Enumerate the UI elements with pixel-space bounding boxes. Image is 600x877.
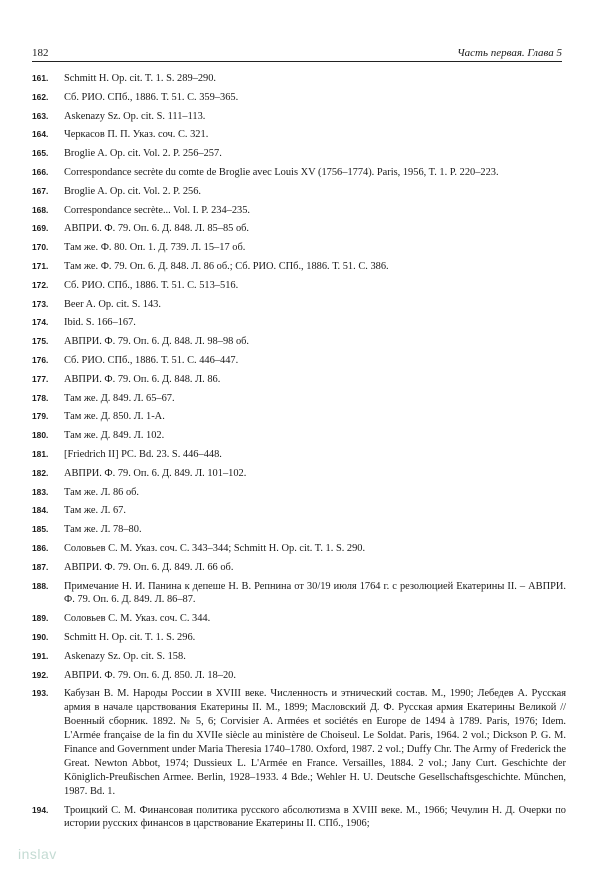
endnote-text: Сб. РИО. СПб., 1886. Т. 51. С. 446–447. xyxy=(64,354,239,366)
endnote-text: АВПРИ. Ф. 79. Оп. 6. Д. 848. Л. 98–98 об. xyxy=(64,336,250,348)
endnote xyxy=(32,279,566,293)
page-number: 182 xyxy=(32,47,49,59)
endnote-text: Троицкий С. М. Финансовая политика русского абсолютизма в XVIII веке. М., 1966; Чечулин Н. Д. Очерки по истории русских финансов в царствование Екатерины II. СПб., 1906; xyxy=(64,804,566,830)
endnote-text: [Friedrich II] PC. Bd. 23. S. 446–448. xyxy=(64,448,222,460)
endnote xyxy=(32,631,566,645)
endnote xyxy=(32,110,566,124)
endnote-number: 177. xyxy=(32,373,49,384)
endnote-number: 186. xyxy=(32,542,49,553)
endnote xyxy=(32,298,566,312)
endnote-number: 178. xyxy=(32,392,49,403)
endnote-text: Ibid. S. 166–167. xyxy=(64,317,136,329)
running-title: Часть первая. Глава 5 xyxy=(457,47,562,59)
endnote-number: 180. xyxy=(32,430,49,441)
endnote-number: 183. xyxy=(32,486,49,497)
endnote-text: Сб. РИО. СПб., 1886. Т. 51. С. 513–516. xyxy=(64,279,239,291)
endnote xyxy=(32,91,566,105)
endnote xyxy=(32,504,566,518)
endnote-text: АВПРИ. Ф. 79. Оп. 6. Д. 849. Л. 101–102. xyxy=(64,467,247,479)
endnote-number: 165. xyxy=(32,148,49,159)
endnote xyxy=(32,147,566,161)
endnote-text: Broglie A. Op. cit. Vol. 2. P. 256–257. xyxy=(64,148,222,160)
endnote-number: 194. xyxy=(32,804,49,815)
endnote-text: Там же. Л. 78–80. xyxy=(64,524,142,536)
endnote-number: 192. xyxy=(32,669,49,680)
endnote xyxy=(32,335,566,349)
endnote xyxy=(32,410,566,424)
endnote-text: Черкасов П. П. Указ. соч. С. 321. xyxy=(64,129,209,141)
endnote xyxy=(32,222,566,236)
endnote-text: АВПРИ. Ф. 79. Оп. 6. Д. 848. Л. 85–85 об. xyxy=(64,223,250,235)
endnote-text: Кабузан В. М. Народы России в XVIII веке. Численность и этнический состав. М., 1990; Лебедев А. Русская армия в начале царствования Екатерины II. М., 1899; Масловский Д. Ф. Русская армия Екатерины Великой // Военный сборник. 1892. № 5, 6; Corvisier A. Armées et sociétés en Europe de 1494 à 1789. Paris, 1976; Idem. L'Armée française de la fin du XVIIe siècle au ministère de Choiseul. Le Soldat. Paris, 1964. 2 vol.; Dickson P. G. M. Finance and Government under Maria Theresia 1740–1780. Oxford, 1987. 2 vol.; Duffy Chr. The Army of Frederick the Great. Newton Abbot, 1974; Dussieux L. L'Armée en France. Versailles, 1884. 2 vol.; Jany Curt. Geschichte der Königlich-Preußischen Armee. Berlin, 1928–1933. 4 Bde.; Wehler H. U. Deutsche Gesellschaftsgeschichte. München, 1987. Bd. 1. xyxy=(64,688,566,797)
endnote xyxy=(32,580,566,608)
endnote-text: Schmitt H. Op. cit. T. 1. S. 296. xyxy=(64,632,196,644)
endnote-text: Broglie A. Op. cit. Vol. 2. P. 256. xyxy=(64,185,202,197)
endnote-text: Там же. Ф. 79. Оп. 6. Д. 848. Л. 86 об.; Сб. РИО. СПб., 1886. Т. 51. С. 386. xyxy=(64,260,389,272)
endnote-number: 173. xyxy=(32,298,49,309)
endnote-number: 179. xyxy=(32,411,49,422)
endnote xyxy=(32,392,566,406)
endnote-number: 170. xyxy=(32,242,49,253)
endnote-number: 188. xyxy=(32,580,49,591)
endnote-number: 182. xyxy=(32,467,49,478)
watermark: inslav xyxy=(18,846,57,862)
endnote-text: Там же. Ф. 80. Оп. 1. Д. 739. Л. 15–17 об. xyxy=(64,242,246,254)
endnote xyxy=(32,804,566,832)
endnote xyxy=(32,467,566,481)
endnote xyxy=(32,260,566,274)
endnote-text: Askenazy Sz. Op. cit. S. 158. xyxy=(64,650,186,662)
endnote-number: 191. xyxy=(32,650,49,661)
endnote xyxy=(32,542,566,556)
endnote xyxy=(32,354,566,368)
endnote-number: 190. xyxy=(32,632,49,643)
endnote xyxy=(32,448,566,462)
endnote-text: Correspondance secrète du comte de Broglie avec Louis XV (1756–1774). Paris, 1956, T. 1. P. 220–223. xyxy=(64,166,499,178)
endnote-number: 175. xyxy=(32,336,49,347)
endnote-text: АВПРИ. Ф. 79. Оп. 6. Д. 850. Л. 18–20. xyxy=(64,669,236,681)
endnote-text: Примечание Н. И. Панина к депеше Н. В. Репнина от 30/19 июля 1764 г. с резолюцией Екатерины II. – АВПРИ. Ф. 79. Оп. 6. Д. 849. Л. 86–87. xyxy=(64,580,566,606)
endnote xyxy=(32,241,566,255)
endnote-number: 164. xyxy=(32,129,49,140)
endnote xyxy=(32,486,566,500)
endnote-number: 162. xyxy=(32,91,49,102)
endnote xyxy=(32,561,566,575)
endnote-number: 189. xyxy=(32,613,49,624)
endnote xyxy=(32,185,566,199)
endnote-number: 184. xyxy=(32,505,49,516)
endnote-text: Соловьев С. М. Указ. соч. С. 343–344; Schmitt H. Op. cit. T. 1. S. 290. xyxy=(64,542,366,554)
endnote-number: 172. xyxy=(32,279,49,290)
endnote xyxy=(32,204,566,218)
endnote-number: 167. xyxy=(32,185,49,196)
endnote xyxy=(32,72,566,86)
endnote-number: 181. xyxy=(32,448,49,459)
endnote-text: Там же. Л. 86 об. xyxy=(64,486,140,498)
endnote-number: 193. xyxy=(32,688,49,699)
endnote xyxy=(32,669,566,683)
endnote-text: Там же. Д. 850. Л. 1-А. xyxy=(64,411,165,423)
endnote-number: 176. xyxy=(32,354,49,365)
endnote xyxy=(32,429,566,443)
endnote-text: Askenazy Sz. Op. cit. S. 111–113. xyxy=(64,110,206,122)
endnote-number: 174. xyxy=(32,317,49,328)
endnote xyxy=(32,650,566,664)
endnote xyxy=(32,612,566,626)
endnote-text: Там же. Д. 849. Л. 102. xyxy=(64,430,165,442)
endnote-number: 185. xyxy=(32,524,49,535)
endnote xyxy=(32,687,566,798)
endnote-text: Correspondance secrète... Vol. I. P. 234–235. xyxy=(64,204,251,216)
endnote xyxy=(32,316,566,330)
endnote xyxy=(32,128,566,142)
endnote-text: Там же. Д. 849. Л. 65–67. xyxy=(64,392,175,404)
endnote-number: 163. xyxy=(32,110,49,121)
endnote-number: 171. xyxy=(32,260,49,271)
endnote-number: 161. xyxy=(32,73,49,83)
endnote-text: Schmitt H. Op. cit. T. 1. S. 289–290. xyxy=(64,73,217,84)
endnote-text: Beer A. Op. cit. S. 143. xyxy=(64,298,161,310)
endnote-number: 169. xyxy=(32,223,49,234)
endnote xyxy=(32,166,566,180)
endnotes-list xyxy=(32,72,566,836)
running-header xyxy=(32,47,562,62)
endnote xyxy=(32,523,566,537)
endnote xyxy=(32,373,566,387)
endnote-number: 168. xyxy=(32,204,49,215)
endnote-text: АВПРИ. Ф. 79. Оп. 6. Д. 849. Л. 66 об. xyxy=(64,561,234,573)
endnote-number: 187. xyxy=(32,561,49,572)
endnote-text: Там же. Л. 67. xyxy=(64,505,126,517)
endnote-text: АВПРИ. Ф. 79. Оп. 6. Д. 848. Л. 86. xyxy=(64,373,221,385)
endnote-number: 166. xyxy=(32,166,49,177)
endnote-text: Соловьев С. М. Указ. соч. С. 344. xyxy=(64,613,211,625)
endnote-text: Сб. РИО. СПб., 1886. Т. 51. С. 359–365. xyxy=(64,91,239,103)
